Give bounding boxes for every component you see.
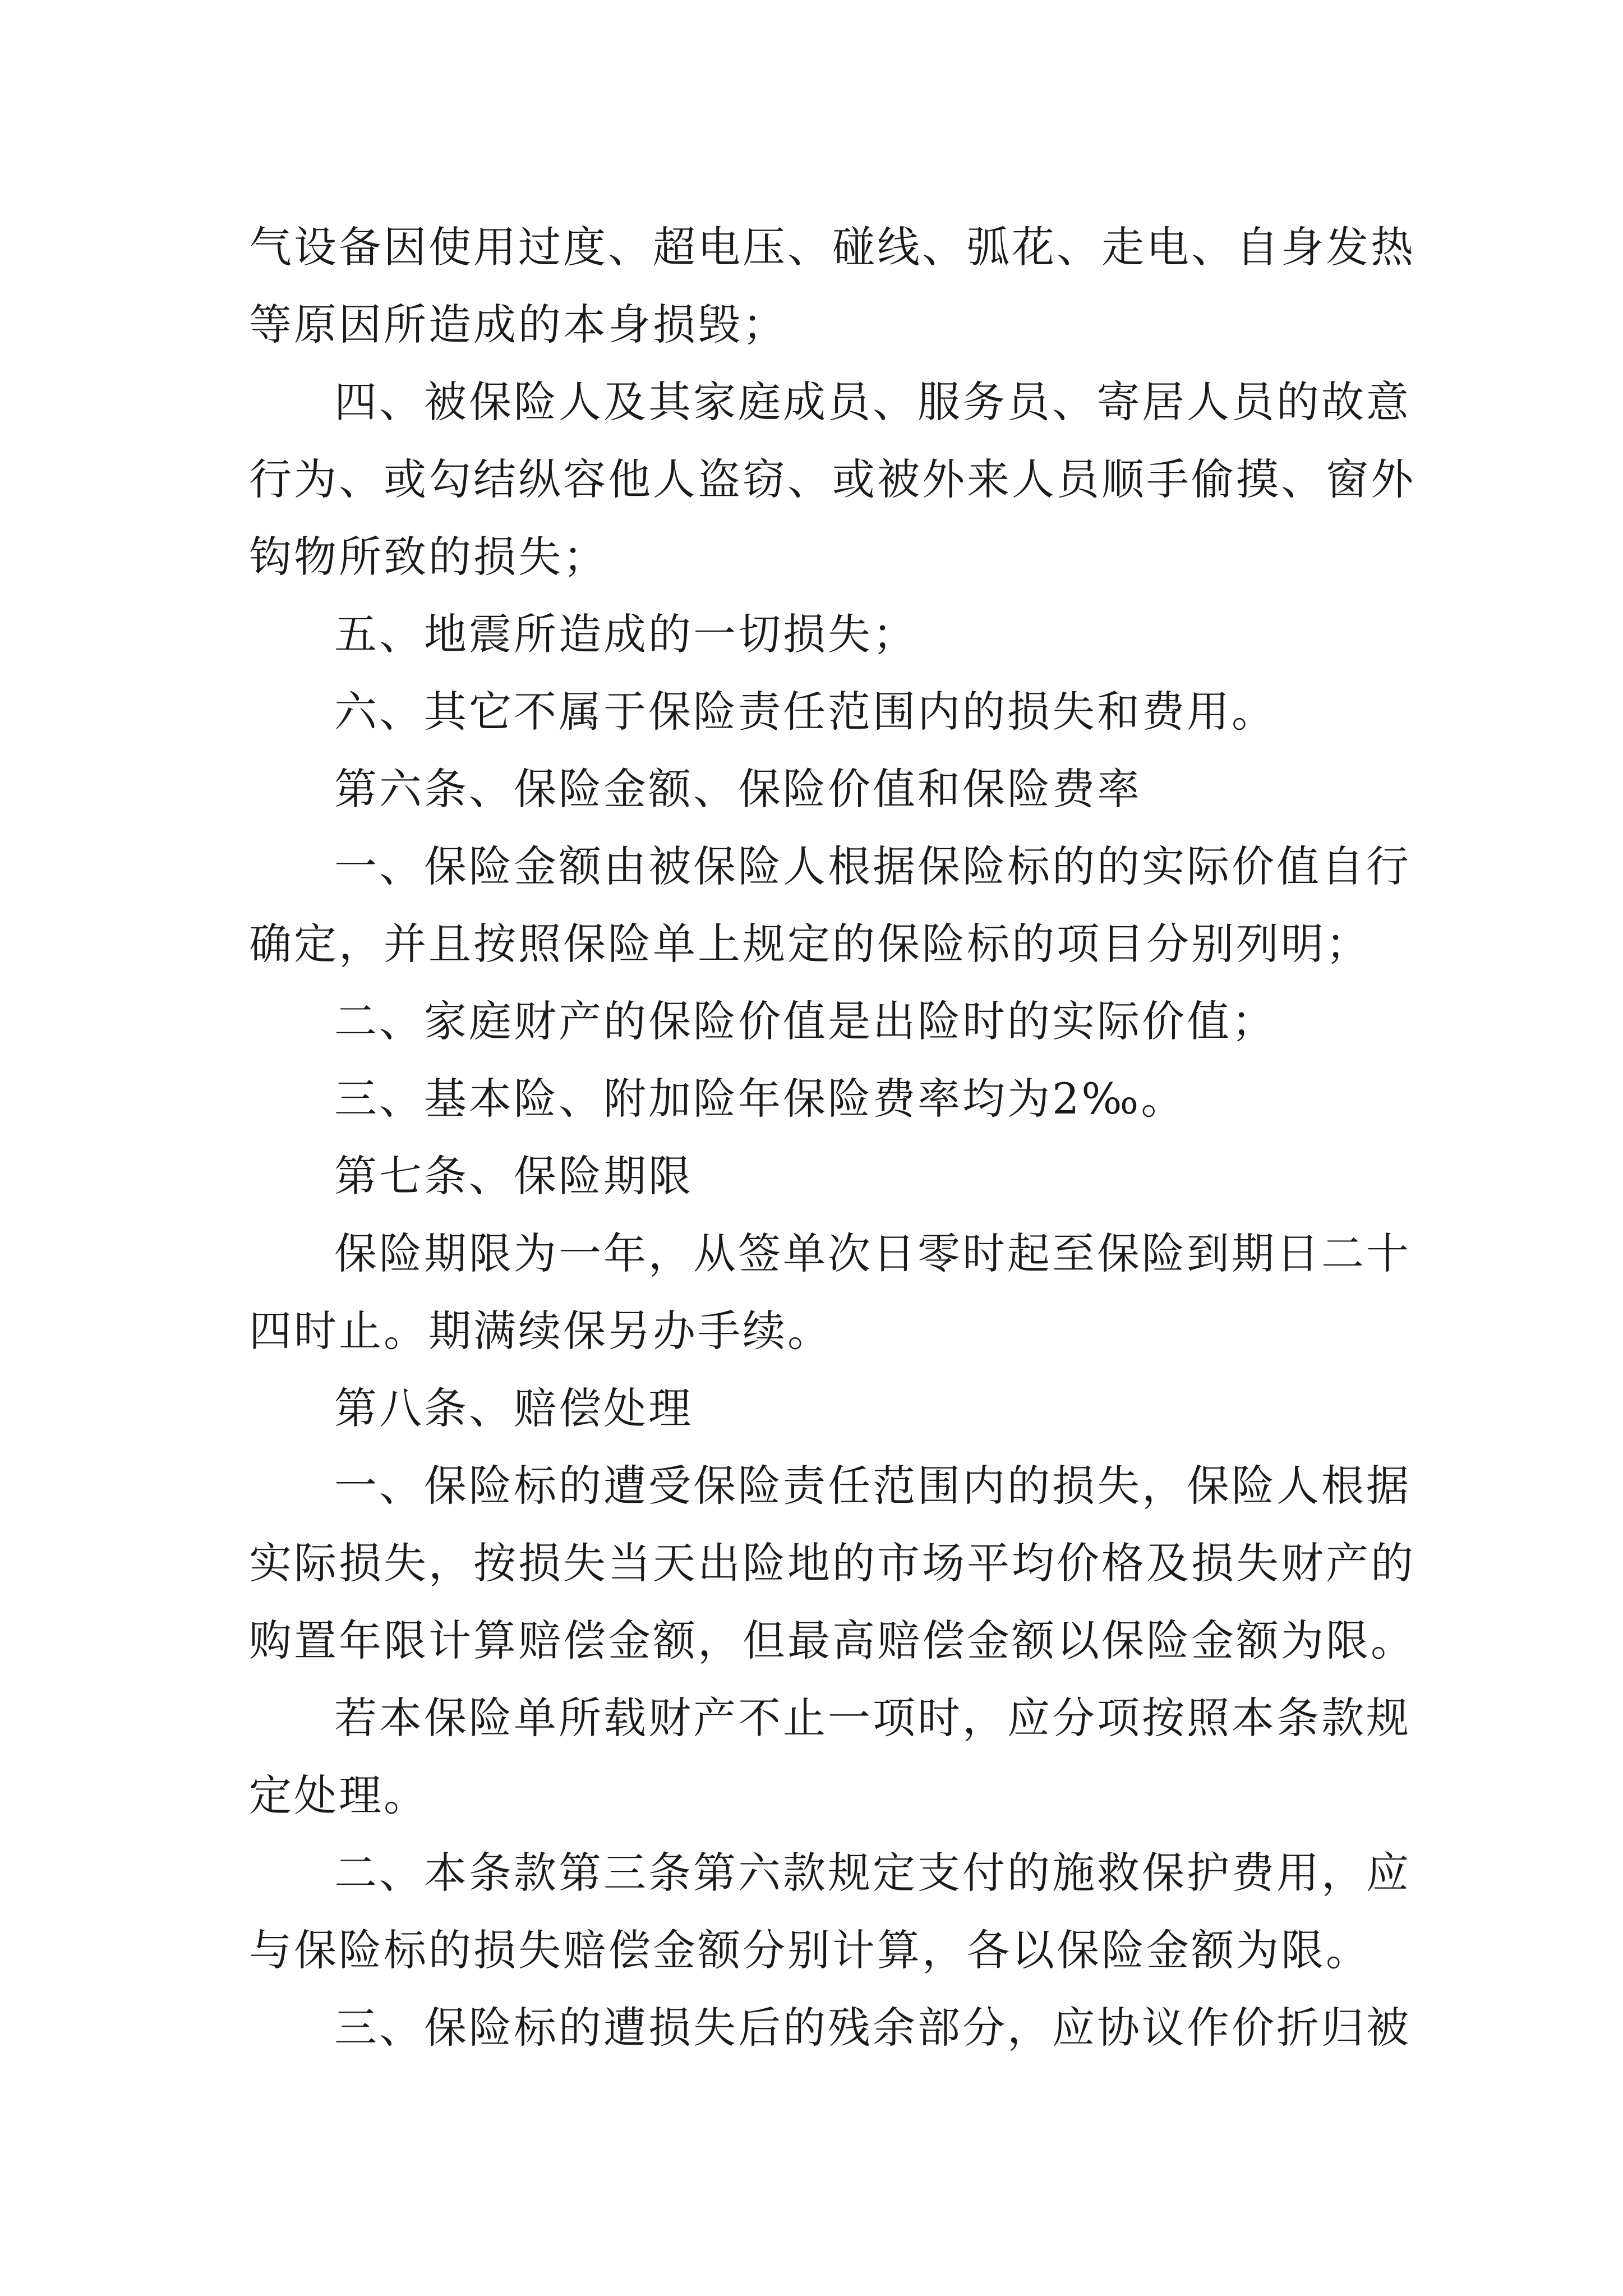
section-heading: 第八条、赔偿处理 — [334, 1383, 693, 1433]
text-line: 气设备因使用过度、超电压、碰线、弧花、走电、自身发热 — [249, 222, 1415, 272]
text-line: 二、家庭财产的保险价值是出险时的实际价值； — [334, 996, 1276, 1046]
document-body — [249, 209, 1415, 2067]
text-line: 定处理。 — [249, 1770, 428, 1820]
text-line: 二、本条款第三条第六款规定支付的施救保护费用，应 — [334, 1848, 1411, 1898]
text-line: 保险期限为一年，从签单次日零时起至保险到期日二十 — [334, 1228, 1411, 1278]
text-line: 实际损失，按损失当天出险地的市场平均价格及损失财产的 — [249, 1538, 1415, 1588]
text-line: 五、地震所造成的一切损失； — [334, 609, 917, 659]
text-line: 购置年限计算赔偿金额，但最高赔偿金额以保险金额为限。 — [249, 1616, 1415, 1665]
text-line: 四、被保险人及其家庭成员、服务员、寄居人员的故意 — [334, 377, 1411, 427]
text-line: 四时止。期满续保另办手续。 — [249, 1306, 832, 1356]
text-line: 三、基本险、附加险年保险费率均为2‰。 — [334, 1074, 1186, 1124]
text-line: 行为、或勾结纵容他人盗窃、或被外来人员顺手偷摸、窗外 — [249, 454, 1415, 504]
text-line: 等原因所造成的本身损毁； — [249, 300, 787, 349]
text-line: 与保险标的损失赔偿金额分别计算，各以保险金额为限。 — [249, 1925, 1371, 1975]
section-heading: 第六条、保险金额、保险价值和保险费率 — [334, 764, 1142, 814]
text-line: 若本保险单所载财产不止一项时，应分项按照本条款规 — [334, 1693, 1411, 1743]
text-line: 一、保险标的遭受保险责任范围内的损失，保险人根据 — [334, 1461, 1411, 1511]
text-line: 确定，并且按照保险单上规定的保险标的项目分别列明； — [249, 919, 1371, 969]
section-heading: 第七条、保险期限 — [334, 1151, 693, 1201]
text-line: 六、其它不属于保险责任范围内的损失和费用。 — [334, 687, 1276, 737]
text-line: 三、保险标的遭损失后的残余部分，应协议作价折归被 — [334, 2003, 1411, 2053]
text-line: 一、保险金额由被保险人根据保险标的的实际价值自行 — [334, 841, 1411, 891]
text-line: 钩物所致的损失； — [249, 532, 608, 582]
